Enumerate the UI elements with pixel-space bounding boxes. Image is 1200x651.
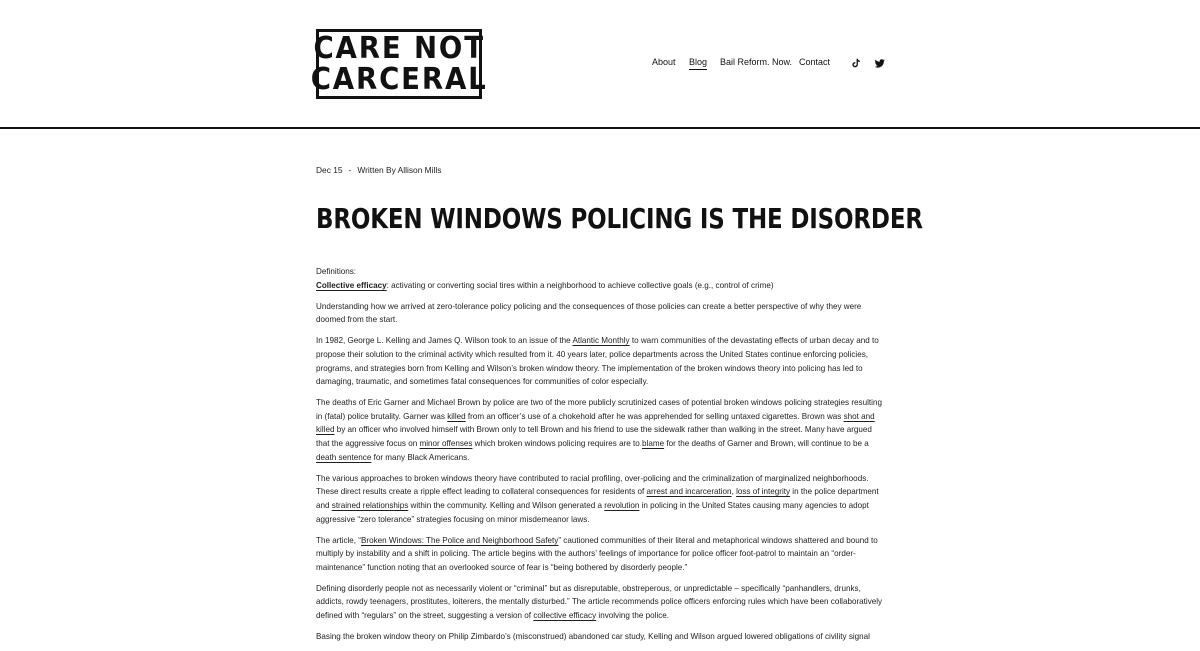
text-segment: ” cautioned communities of their literal and metaphorical windows shattered and bound to multiply by instability and a shift in policing. The article begins with the authors’ feelings of importance for police officer foot-patrol to maintain an “order-maintenance” function noting that an overlooked source of fear is “being bothered by disorderly people.” bbox=[316, 535, 878, 572]
paragraph-history bbox=[316, 334, 884, 388]
link-arrest-and-incarceration[interactable]: arrest and incarceration bbox=[646, 487, 732, 497]
definitions-label: Definitions: bbox=[316, 267, 357, 276]
text-segment: to warn communities of the devastating effects of urban decay and to propose their solution to the criminal activity which resulted from it. 40 years later, police departments across the United States continue enforcing policies, programs, and strategies born from Kelling and Wilson’s broken window theory. The implementation of the broken windows theory into policing has led to damaging, traumatic, and sometimes fatal consequences for communities of color especially. bbox=[316, 336, 879, 387]
header-divider bbox=[0, 127, 1200, 129]
text-segment: in policing in the United States causing many agencies to adopt aggressive “zero tolerance” strategies focusing on minor misdemeanor laws. bbox=[316, 500, 869, 524]
paragraph-disorderly bbox=[316, 582, 884, 623]
site-logo[interactable] bbox=[310, 29, 488, 99]
nav-about[interactable]: About bbox=[652, 57, 676, 67]
post-body bbox=[316, 265, 884, 644]
link-revolution[interactable]: revolution bbox=[604, 500, 640, 510]
paragraph-definitions bbox=[316, 265, 884, 292]
text-segment: involving the police. bbox=[596, 611, 670, 621]
link-loss-of-integrity[interactable]: loss of integrity bbox=[736, 487, 791, 497]
link-atlantic-monthly[interactable]: Atlantic Monthly bbox=[572, 336, 630, 346]
paragraph-deaths bbox=[316, 396, 884, 464]
text-segment: The article, “ bbox=[316, 535, 361, 545]
nav-bail-reform[interactable]: Bail Reform. Now. bbox=[720, 57, 793, 67]
definition-text: : activating or converting social tires within a neighborhood to achieve collective goals (e.g., control of crime) bbox=[386, 280, 774, 290]
text-segment: in the police department and bbox=[316, 487, 879, 510]
text-segment: The various approaches to broken windows theory have contributed to racial profiling, over-policing and the criminalization of marginalized neighborhoods. These direct results create a ripple effect leading to collateral consequences for residents of bbox=[316, 473, 869, 497]
text-segment: for many Black Americans. bbox=[371, 452, 470, 462]
link-death-sentence[interactable]: death sentence bbox=[316, 452, 372, 462]
text-segment: , bbox=[731, 487, 737, 497]
link-minor-offenses[interactable]: minor offenses bbox=[419, 439, 473, 449]
text-segment: Defining disorderly people not as necessarily violent or “criminal” but as disreputable, obstreperous, or unpredictable – specifically “panhandlers, drunks, addicts, rowdy teenagers, prostitutes, loiterers, the mentally disturbed.” The article recommends police officers enforcing rules which have been collaboratively defined with “regulars” on the street, suggesting a version of bbox=[316, 583, 883, 621]
text-segment: from an officer’s use of a chokehold after he was apprehended for selling untaxed cigarettes. Brown was bbox=[465, 411, 844, 421]
post-title: BROKEN WINDOWS POLICING IS THE DISORDER bbox=[316, 202, 923, 235]
text-segment: by an officer who involved himself with Brown only to tell Brown and his friend to use the sidewalk rather than walking in the street. Many have argued that the aggressive focus on bbox=[316, 425, 872, 449]
paragraph-zimbardo: Basing the broken window theory on Philip Zimbardo’s (misconstrued) abandoned car study, Kelling and Wilson argued lowered obligations of civility signal bbox=[316, 632, 870, 642]
link-strained-relationships[interactable]: strained relationships bbox=[331, 500, 409, 510]
link-blame[interactable]: blame bbox=[642, 439, 665, 449]
nav-contact[interactable]: Contact bbox=[799, 57, 831, 67]
link-broken-windows-article[interactable]: Broken Windows: The Police and Neighborhood Safety bbox=[360, 535, 559, 545]
link-killed[interactable]: killed bbox=[447, 411, 466, 421]
meta-separator: - bbox=[348, 165, 352, 175]
tiktok-icon[interactable] bbox=[851, 58, 861, 68]
post-date: Dec 15 bbox=[316, 165, 343, 175]
text-segment: within the community. Kelling and Wilson generated a bbox=[408, 500, 605, 510]
paragraph-intro: Understanding how we arrived at zero-tolerance policy policing and the consequences of those policies can create a better perspective of why they were doomed from the start. bbox=[316, 301, 862, 325]
logo-line-2: CARCERAL bbox=[310, 62, 488, 97]
twitter-icon[interactable] bbox=[875, 58, 885, 68]
blog-post bbox=[316, 163, 923, 651]
link-collective-efficacy[interactable]: collective efficacy bbox=[533, 611, 597, 621]
nav-blog[interactable]: Blog bbox=[689, 57, 707, 70]
link-collective-efficacy-definition[interactable]: Collective efficacy bbox=[316, 280, 387, 290]
link-shot-and-killed[interactable]: shot and killed bbox=[316, 411, 875, 435]
text-segment: In 1982, George L. Kelling and James Q. Wilson took to an issue of the bbox=[316, 336, 573, 346]
post-meta bbox=[316, 163, 884, 177]
logo-line-1: CARE NOT bbox=[313, 31, 485, 66]
text-segment: which broken windows policing requires are to bbox=[472, 439, 643, 449]
paragraph-article bbox=[316, 534, 884, 575]
post-author: Written By Allison Mills bbox=[357, 165, 442, 175]
text-segment: The deaths of Eric Garner and Michael Brown by police are two of the more publicly scrutinized cases of potential broken windows policing strategies resulting in (fatal) police brutality. Garner was bbox=[316, 398, 882, 421]
paragraph-approaches bbox=[316, 472, 884, 526]
site-header bbox=[0, 0, 1200, 127]
text-segment: for the deaths of Garner and Brown, will continue to be a bbox=[664, 439, 869, 449]
